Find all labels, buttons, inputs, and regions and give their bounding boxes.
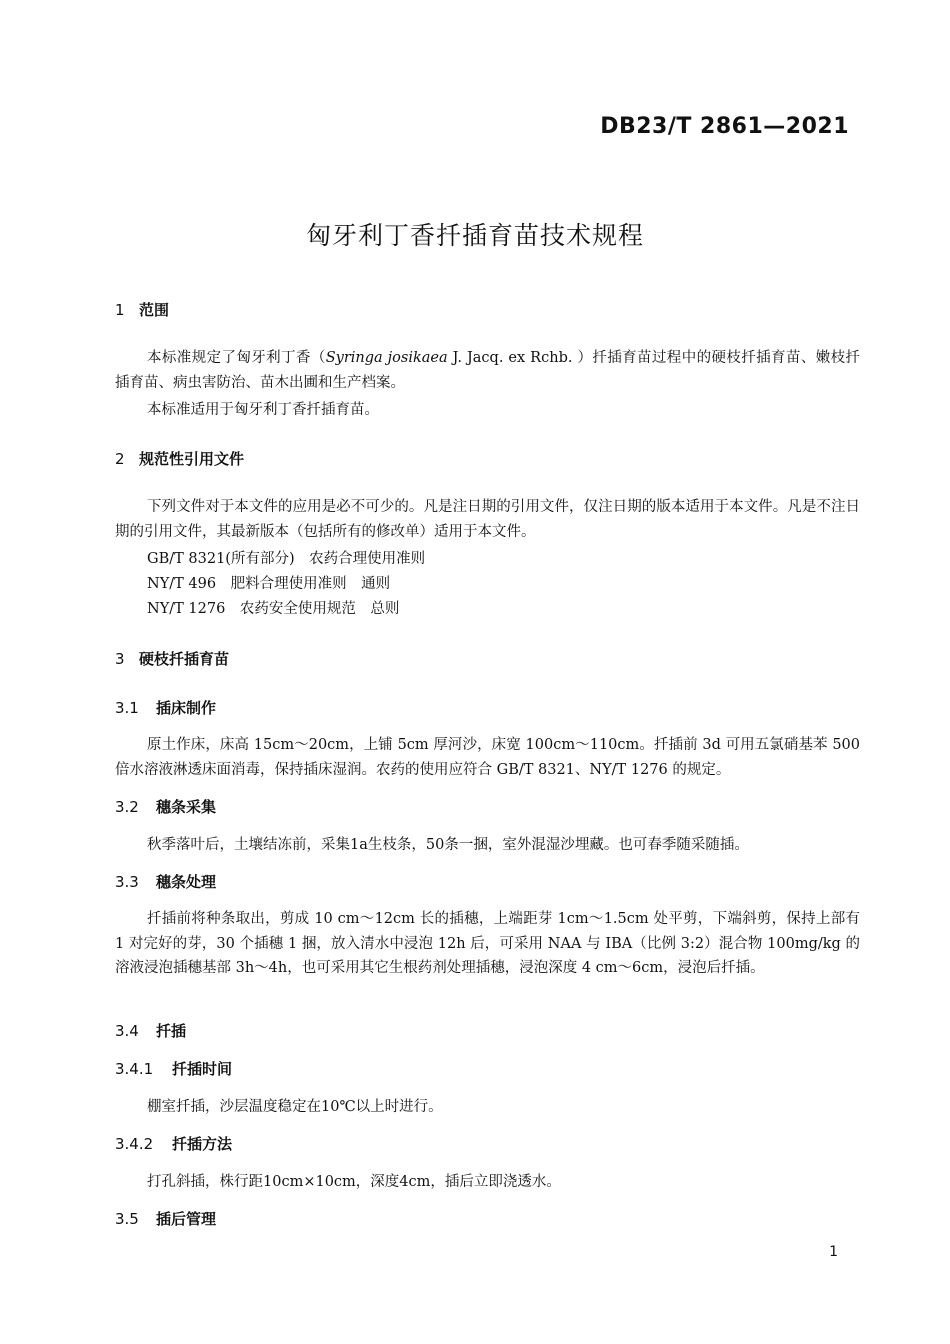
text-run: 下列文件对于本文件的应用是必不可少的。凡是注日期的引用文件，仅注日期的版本适用于本文件。凡是不注日期的引用文件，其最新版本（包括所有的修改单）适用于本文件。 <box>115 499 860 540</box>
section-number: 3 <box>115 650 125 668</box>
section-3-4-2-heading <box>115 1133 232 1154</box>
page-number: 1 <box>829 1244 838 1260</box>
section-1-paragraph-2: 本标准适用于匈牙利丁香扦插育苗。 <box>147 402 379 418</box>
section-number: 3.4 <box>115 1022 139 1040</box>
section-number: 1 <box>115 301 125 319</box>
section-number: 3.2 <box>115 798 139 816</box>
section-3-2-paragraph: 秋季落叶后，土壤结冻前，采集1a生枝条，50条一捆，室外混湿沙埋藏。也可春季随采随插。 <box>147 837 749 853</box>
section-3-heading <box>115 648 229 669</box>
section-number: 3.3 <box>115 873 139 891</box>
section-2-paragraph <box>115 495 860 544</box>
section-title: 插床制作 <box>156 699 217 717</box>
section-1-heading <box>115 299 169 320</box>
text-run: 本标准规定了匈牙利丁香（ <box>147 350 326 366</box>
section-title: 扦插 <box>156 1022 187 1040</box>
section-3-5-heading <box>115 1208 216 1229</box>
section-title: 穗条处理 <box>156 873 217 891</box>
section-title: 规范性引用文件 <box>139 450 245 468</box>
section-number: 3.4.2 <box>115 1135 154 1153</box>
text-run: J. Jacq. ex Rchb. ）扦插育苗过程中的硬枝扦插育苗、嫩枝扦插育苗、病虫害防治、苗木出圃和生产档案。 <box>115 350 861 391</box>
section-3-4-heading <box>115 1020 186 1041</box>
section-number: 3.1 <box>115 699 139 717</box>
reference-item: GB/T 8321(所有部分) 农药合理使用准则 <box>147 551 426 567</box>
section-3-1-paragraph <box>115 733 860 782</box>
section-3-4-1-paragraph: 棚室扦插，沙层温度稳定在10℃以上时进行。 <box>147 1099 443 1115</box>
section-3-1-heading <box>115 697 216 718</box>
section-3-4-1-heading <box>115 1058 232 1079</box>
section-2-heading <box>115 448 244 469</box>
section-number: 2 <box>115 450 125 468</box>
reference-item: NY/T 1276 农药安全使用规范 总则 <box>147 601 400 617</box>
section-number: 3.5 <box>115 1210 139 1228</box>
section-1-paragraph-1 <box>115 346 860 395</box>
section-3-4-2-paragraph: 打孔斜插，株行距10cm×10cm，深度4cm，插后立即浇透水。 <box>147 1174 561 1190</box>
section-number: 3.4.1 <box>115 1060 154 1078</box>
text-run: 扦插前将种条取出，剪成 10 cm～12cm 长的插穗，上端距芽 1cm～1.5cm 处平剪，下端斜剪，保持上部有 1 对完好的芽，30 个插穗 1 捆，放入清水中浸泡 12h 后，可采用 NAA 与 IBA（比例 3:2）混合物 100mg/kg 的溶液浸泡插穗基部 3h～4h，也可采用其它生根药剂处理插穗，浸泡深度 4 cm～6cm，浸泡后扦插。 <box>115 911 860 977</box>
section-title: 扦插时间 <box>172 1060 233 1078</box>
section-3-3-paragraph <box>115 907 860 981</box>
section-title: 插后管理 <box>156 1210 217 1228</box>
document-title: 匈牙利丁香扦插育苗技术规程 <box>305 221 644 250</box>
section-title: 硬枝扦插育苗 <box>139 650 230 668</box>
section-title: 穗条采集 <box>156 798 217 816</box>
section-title: 扦插方法 <box>172 1135 233 1153</box>
reference-item: NY/T 496 肥料合理使用准则 通则 <box>147 576 391 592</box>
latin-name: Syringa josikaea <box>325 350 448 366</box>
section-3-2-heading <box>115 796 216 817</box>
text-run: 原土作床，床高 15cm～20cm，上铺 5cm 厚河沙，床宽 100cm～110cm。扦插前 3d 可用五氯硝基苯 500倍水溶液淋透床面消毒，保持插床湿润。农药的使用应符合 GB/T 8321、NY/T 1276 的规定。 <box>115 737 860 778</box>
section-3-3-heading <box>115 871 216 892</box>
standard-code: DB23/T 2861—2021 <box>600 114 849 139</box>
section-title: 范围 <box>139 301 170 319</box>
